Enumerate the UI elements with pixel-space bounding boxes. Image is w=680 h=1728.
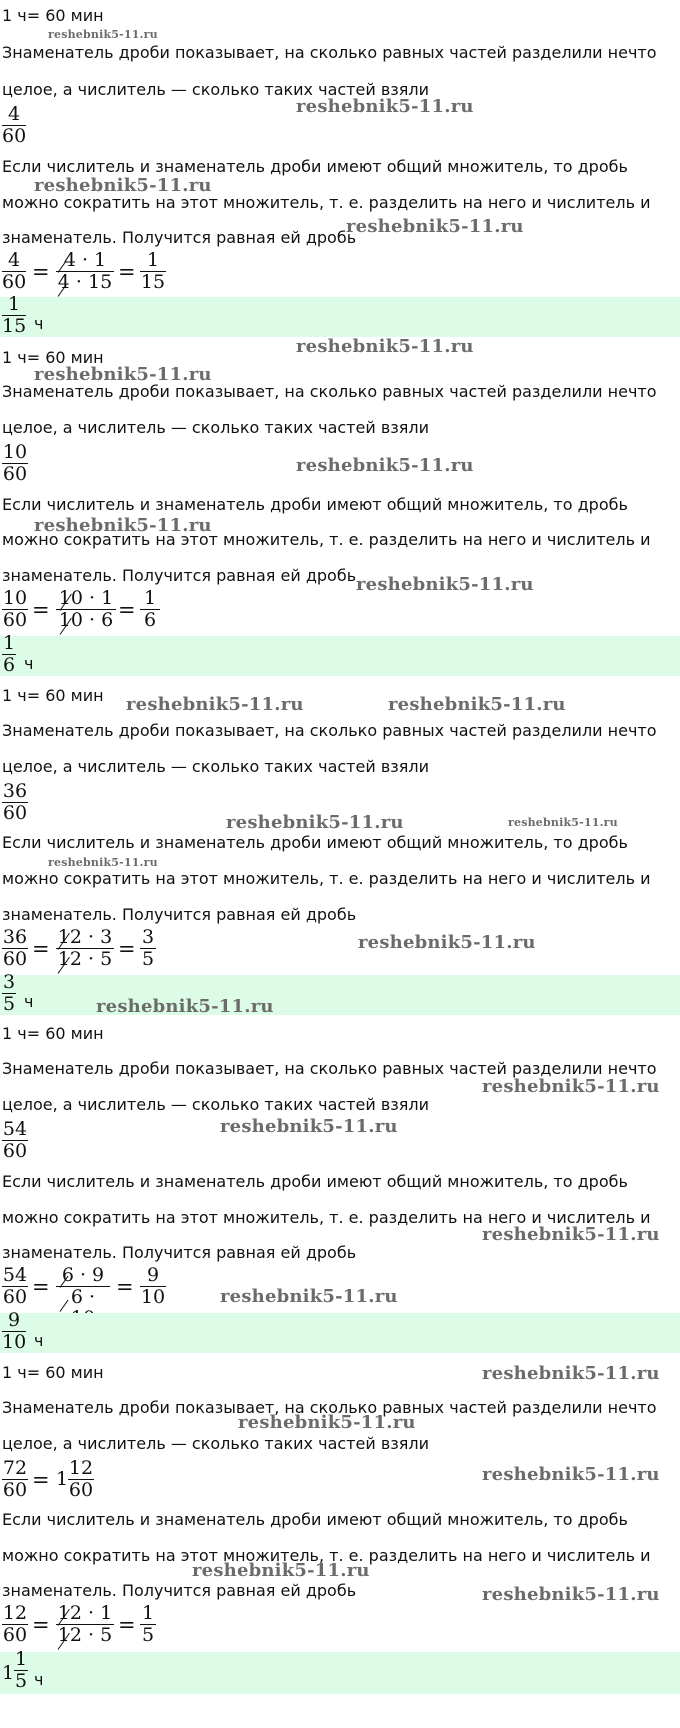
eq-den: 10 xyxy=(140,1286,166,1308)
fraction-denominator: 60 xyxy=(2,1140,28,1162)
fraction-denominator: 60 xyxy=(2,463,28,485)
watermark: reshebnik5-11.ru xyxy=(126,694,304,715)
equals-sign: = xyxy=(32,1468,50,1492)
equals-sign: = xyxy=(32,598,50,622)
answer-num: 3 xyxy=(2,971,16,993)
watermark: reshebnik5-11.ru xyxy=(220,1116,398,1137)
hour-label: 1 ч= 60 мин xyxy=(2,686,104,705)
equals-sign: = xyxy=(118,598,136,622)
equation-lhs xyxy=(2,1265,28,1308)
reduce-line: знаменатель. Получится равная ей дробь xyxy=(2,905,357,924)
eq-num: 54 xyxy=(2,1264,28,1286)
eq-num: 12 · 1 xyxy=(57,1602,113,1624)
fraction xyxy=(2,781,28,824)
answer-unit: ч xyxy=(24,654,34,673)
hour-label: 1 ч= 60 мин xyxy=(2,348,104,367)
reduce-line: можно сократить на этот множитель, т. е. разделить на него и числитель и xyxy=(2,1546,651,1565)
reduce-line: Если числитель и знаменатель дроби имеют общий множитель, то дробь xyxy=(2,157,628,176)
reduce-line: можно сократить на этот множитель, т. е. разделить на него и числитель и xyxy=(2,193,651,212)
equation-rhs xyxy=(140,927,156,970)
explain-line: Знаменатель дроби показывает, на сколько равных частей разделили нечто xyxy=(2,382,657,401)
reduce-line: Если числитель и знаменатель дроби имеют общий множитель, то дробь xyxy=(2,833,628,852)
explain-line: целое, а числитель — сколько таких частей взяли xyxy=(2,1434,429,1453)
answer-unit: ч xyxy=(34,314,44,333)
eq-den: 60 xyxy=(2,948,28,970)
eq-den: 4 · 15 xyxy=(57,271,113,293)
watermark: reshebnik5-11.ru xyxy=(220,1286,398,1307)
equation-rhs xyxy=(140,1265,166,1308)
eq-den: 60 xyxy=(2,1286,28,1308)
eq-den: 60 xyxy=(2,271,27,293)
mixed-fraction xyxy=(68,1458,94,1501)
watermark: reshebnik5-11.ru xyxy=(96,996,274,1017)
eq-den: 60 xyxy=(2,609,28,631)
watermark: reshebnik5-11.ru xyxy=(356,574,534,595)
reduce-line: можно сократить на этот множитель, т. е. разделить на него и числитель и xyxy=(2,530,651,549)
equals-sign: = xyxy=(32,1613,50,1637)
answer-fraction xyxy=(2,633,16,676)
equals-sign: = xyxy=(118,1613,136,1637)
explain-line: целое, а числитель — сколько таких частей взяли xyxy=(2,757,429,776)
eq-num: 36 xyxy=(2,926,28,948)
fraction xyxy=(2,1458,28,1501)
answer-num: 1 xyxy=(2,632,16,654)
watermark: reshebnik5-11.ru xyxy=(192,1560,370,1581)
reduce-line: Если числитель и знаменатель дроби имеют общий множитель, то дробь xyxy=(2,1510,628,1529)
eq-den: 15 xyxy=(140,271,166,293)
eq-num: 6 · 9 xyxy=(61,1264,105,1286)
answer-unit: ч xyxy=(34,1331,44,1350)
fraction-denominator: 60 xyxy=(2,125,27,147)
answer-band xyxy=(0,297,680,337)
reduce-line: знаменатель. Получится равная ей дробь xyxy=(2,1243,357,1262)
equals-sign: = xyxy=(116,1275,134,1299)
equation-lhs xyxy=(2,588,28,631)
eq-den: 6 xyxy=(143,609,157,631)
fraction-denominator: 60 xyxy=(2,802,28,824)
explain-line: Знаменатель дроби показывает, на сколько равных частей разделили нечто xyxy=(2,43,657,62)
equation-rhs xyxy=(140,250,166,293)
eq-num: 4 xyxy=(7,249,21,271)
watermark: reshebnik5-11.ru xyxy=(388,694,566,715)
eq-den: 10 · 6 xyxy=(58,609,114,631)
eq-num: 10 · 1 xyxy=(58,587,114,609)
fraction-numerator: 4 xyxy=(7,103,21,125)
watermark: reshebnik5-11.ru xyxy=(34,515,212,536)
answer-fraction xyxy=(2,972,16,1015)
answer-unit: ч xyxy=(34,1670,44,1689)
eq-den: 12 · 5 xyxy=(57,948,113,970)
equals-sign: = xyxy=(32,260,50,284)
watermark: reshebnik5-11.ru xyxy=(238,1412,416,1433)
equals-sign: = xyxy=(32,1275,50,1299)
watermark: reshebnik5-11.ru xyxy=(296,336,474,357)
fraction xyxy=(2,1119,28,1162)
reduce-line: Если числитель и знаменатель дроби имеют общий множитель, то дробь xyxy=(2,1172,628,1191)
answer-unit: ч xyxy=(24,992,34,1011)
answer-num: 9 xyxy=(7,1309,21,1331)
equation-lhs xyxy=(2,927,28,970)
hour-label: 1 ч= 60 мин xyxy=(2,1363,104,1382)
eq-num: 1 xyxy=(146,249,160,271)
watermark: reshebnik5-11.ru xyxy=(296,96,474,117)
answer-fraction xyxy=(2,294,26,337)
mixed-den: 60 xyxy=(68,1479,94,1501)
watermark: reshebnik5-11.ru xyxy=(482,1224,660,1245)
explain-line: Знаменатель дроби показывает, на сколько равных частей разделили нечто xyxy=(2,1398,657,1417)
eq-den: 60 xyxy=(2,1624,28,1646)
eq-den: 5 xyxy=(141,1624,155,1646)
explain-line: целое, а числитель — сколько таких частей взяли xyxy=(2,80,429,99)
eq-num: 12 · 3 xyxy=(57,926,113,948)
answer-num: 1 xyxy=(7,293,21,315)
answer-band xyxy=(0,1313,680,1353)
watermark: reshebnik5-11.ru xyxy=(34,175,212,196)
answer-band xyxy=(0,1652,680,1694)
answer-den: 5 xyxy=(2,993,16,1015)
equation-rhs xyxy=(140,588,160,631)
eq-num: 1 xyxy=(143,587,157,609)
answer-den: 10 xyxy=(2,1331,27,1353)
answer-den: 6 xyxy=(2,654,16,676)
watermark: reshebnik5-11.ru xyxy=(48,28,158,41)
reduce-line: можно сократить на этот множитель, т. е. разделить на него и числитель и xyxy=(2,869,651,888)
eq-num: 4 · 1 xyxy=(63,249,107,271)
answer-whole: 1 xyxy=(2,1662,15,1684)
fraction-numerator: 10 xyxy=(2,441,28,463)
explain-line: Знаменатель дроби показывает, на сколько равных частей разделили нечто xyxy=(2,721,657,740)
watermark: reshebnik5-11.ru xyxy=(482,1464,660,1485)
hour-label: 1 ч= 60 мин xyxy=(2,6,104,25)
equation-lhs xyxy=(2,250,26,293)
eq-num: 10 xyxy=(2,587,28,609)
equation-rhs xyxy=(140,1603,156,1646)
eq-num: 3 xyxy=(141,926,155,948)
watermark: reshebnik5-11.ru xyxy=(34,364,212,385)
reduce-line: знаменатель. Получится равная ей дробь xyxy=(2,228,357,247)
answer-den: 5 xyxy=(14,1670,28,1692)
fraction xyxy=(2,104,26,147)
fraction-denominator: 60 xyxy=(2,1479,28,1501)
watermark: reshebnik5-11.ru xyxy=(48,856,158,869)
equals-sign: = xyxy=(118,937,136,961)
eq-num: 9 xyxy=(146,1264,160,1286)
explain-line: целое, а числитель — сколько таких частей взяли xyxy=(2,1095,429,1114)
mixed-whole: 1 xyxy=(56,1468,69,1490)
watermark: reshebnik5-11.ru xyxy=(226,812,404,833)
reduce-line: можно сократить на этот множитель, т. е. разделить на него и числитель и xyxy=(2,1208,651,1227)
explain-line: целое, а числитель — сколько таких частей взяли xyxy=(2,418,429,437)
reduce-line: Если числитель и знаменатель дроби имеют общий множитель, то дробь xyxy=(2,495,628,514)
eq-den: 6 · xyxy=(70,1286,96,1308)
answer-fraction xyxy=(14,1649,28,1692)
watermark: reshebnik5-11.ru xyxy=(482,1584,660,1605)
eq-den: 12 · 5 xyxy=(57,1624,113,1646)
eq-num: 1 xyxy=(141,1602,155,1624)
explain-line: Знаменатель дроби показывает, на сколько равных частей разделили нечто xyxy=(2,1059,657,1078)
mixed-num: 12 xyxy=(68,1457,94,1479)
equation-lhs xyxy=(2,1603,28,1646)
answer-num: 1 xyxy=(14,1648,28,1670)
watermark: reshebnik5-11.ru xyxy=(296,455,474,476)
answer-fraction xyxy=(2,1310,26,1353)
watermark: reshebnik5-11.ru xyxy=(508,816,618,829)
fraction-numerator: 54 xyxy=(2,1118,28,1140)
fraction-numerator: 36 xyxy=(2,780,28,802)
equals-sign: = xyxy=(32,937,50,961)
watermark: reshebnik5-11.ru xyxy=(358,932,536,953)
equals-sign: = xyxy=(118,260,136,284)
fraction xyxy=(2,442,28,485)
fraction-numerator: 72 xyxy=(2,1457,28,1479)
watermark: reshebnik5-11.ru xyxy=(482,1363,660,1384)
watermark: reshebnik5-11.ru xyxy=(346,216,524,237)
answer-den: 15 xyxy=(2,315,27,337)
eq-den: 5 xyxy=(141,948,155,970)
reduce-line: знаменатель. Получится равная ей дробь xyxy=(2,566,357,585)
watermark: reshebnik5-11.ru xyxy=(482,1076,660,1097)
hour-label: 1 ч= 60 мин xyxy=(2,1024,104,1043)
eq-num: 12 xyxy=(2,1602,28,1624)
answer-band xyxy=(0,636,680,676)
reduce-line: знаменатель. Получится равная ей дробь xyxy=(2,1581,357,1600)
